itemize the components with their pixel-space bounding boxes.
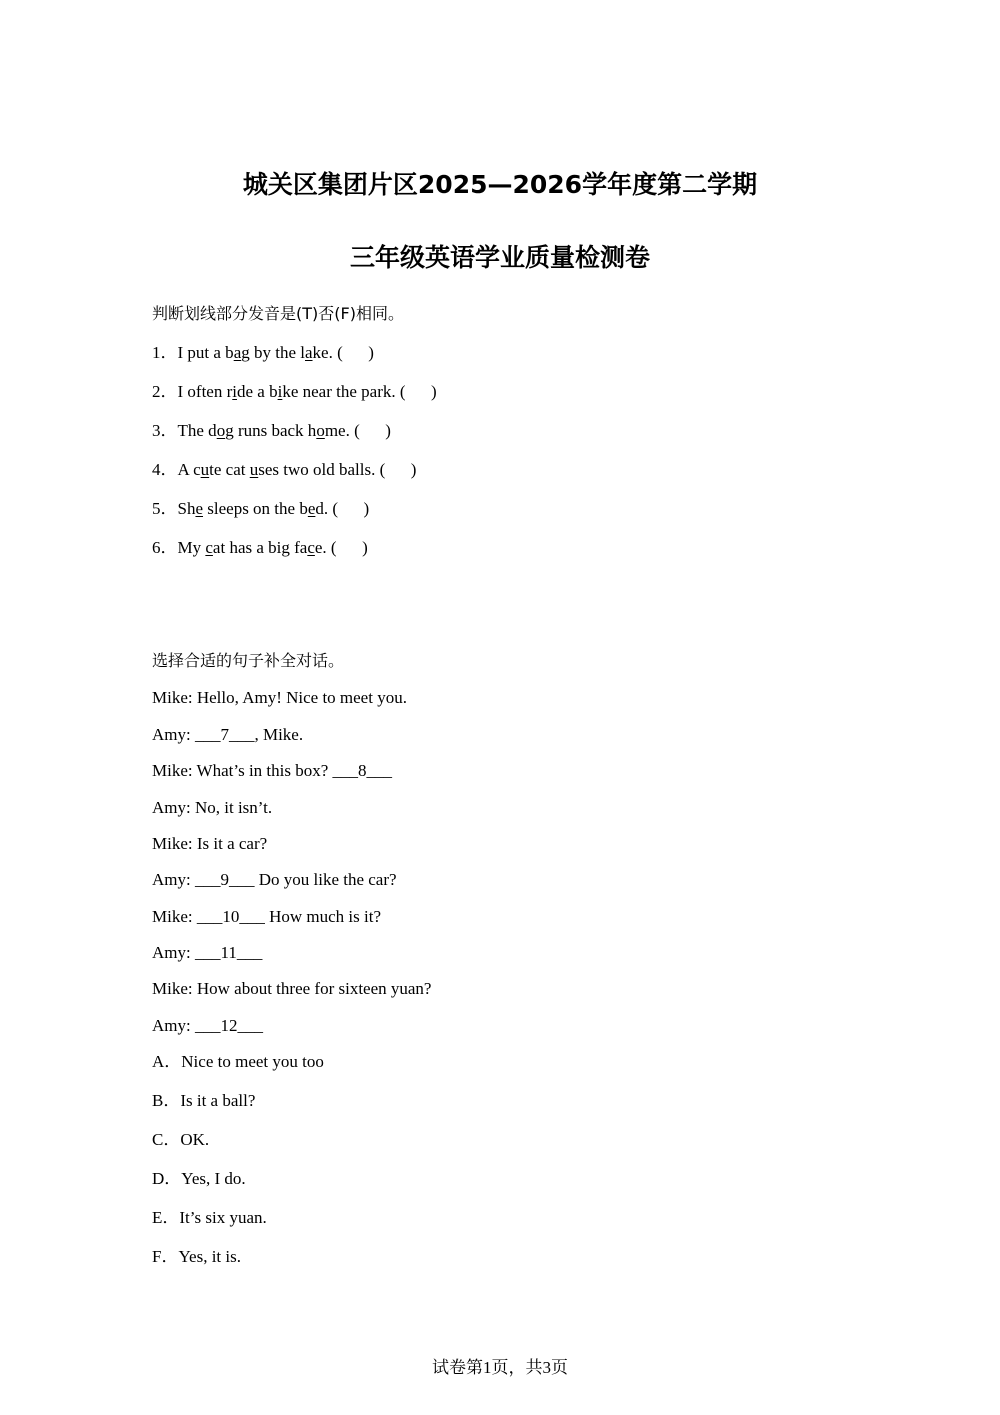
question-item: 4．A cute cat uses two old balls. ( ) [152, 460, 417, 479]
dialogue-line: Amy: No, it isn’t. [152, 798, 273, 817]
dialogue-line: Mike: Hello, Amy! Nice to meet you. [152, 688, 407, 707]
section2-instruction: 选择合适的句子补全对话。 [152, 651, 345, 670]
dialogue-line: Mike: What’s in this box? ___8___ [152, 761, 393, 780]
answer-option: D．Yes, I do. [152, 1169, 246, 1188]
answer-option: E．It’s six yuan. [152, 1208, 267, 1227]
question-item: 5．She sleeps on the bed. ( ) [152, 499, 370, 518]
section1-instruction: 判断划线部分发音是(T)否(F)相同。 [152, 304, 404, 323]
question-item: 3．The dog runs back home. ( ) [152, 421, 391, 440]
exam-title-line1: 城关区集团片区2025—2026学年度第二学期 [242, 170, 758, 199]
question-item: 6．My cat has a big face. ( ) [152, 538, 368, 557]
dialogue-line: Mike: ___10___ How much is it? [152, 907, 382, 926]
dialogue-line: Mike: How about three for sixteen yuan? [152, 979, 432, 998]
dialogue-line: Amy: ___7___, Mike. [152, 725, 304, 744]
answer-option: A．Nice to meet you too [152, 1052, 324, 1071]
question-item: 1．I put a bag by the lake. ( ) [152, 343, 374, 362]
answer-option: B．Is it a ball? [152, 1091, 256, 1110]
dialogue-line: Amy: ___11___ [152, 943, 263, 962]
answer-option: F．Yes, it is. [152, 1247, 241, 1266]
exam-title-line2: 三年级英语学业质量检测卷 [349, 243, 650, 272]
dialogue-line: Amy: ___12___ [152, 1016, 263, 1035]
answer-option: C．OK. [152, 1130, 210, 1149]
page-footer: 试卷第1页，共3页 [432, 1358, 568, 1377]
dialogue-line: Mike: Is it a car? [152, 834, 268, 853]
question-item: 2．I often ride a bike near the park. ( ) [152, 382, 437, 401]
dialogue-line: Amy: ___9___ Do you like the car? [152, 870, 397, 889]
